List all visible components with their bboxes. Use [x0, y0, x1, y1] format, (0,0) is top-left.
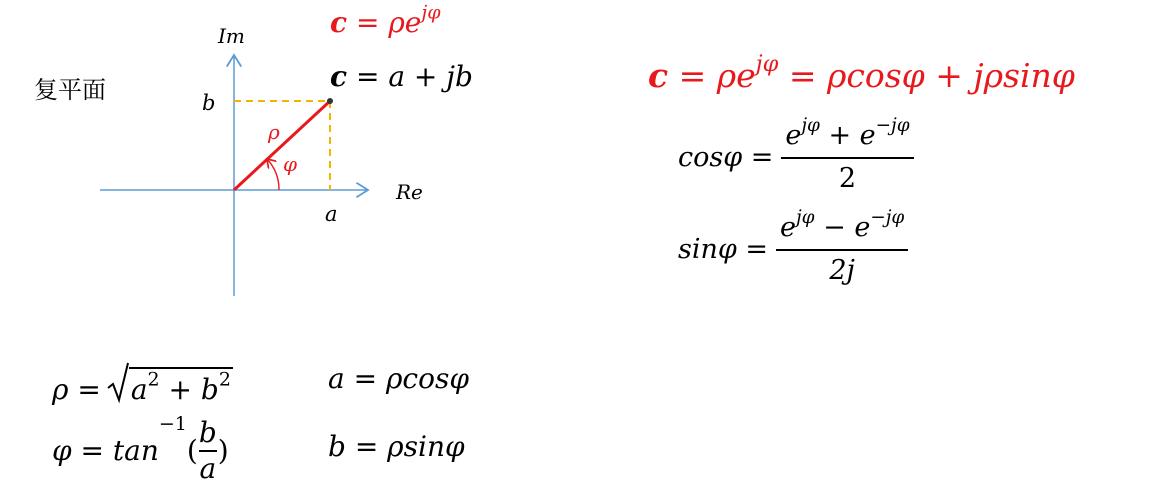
- b-axis-label: b: [202, 91, 216, 115]
- a-rho-cos-formula: a = ρcosφ: [328, 362, 469, 395]
- vector-rho: [234, 101, 330, 190]
- sqrt-symbol: [107, 362, 129, 404]
- real-axis-label: Re: [396, 180, 423, 204]
- imaginary-axis-label: Im: [218, 24, 245, 48]
- euler-mid1: = ρe: [678, 56, 756, 95]
- phi-close-paren: ): [217, 434, 229, 467]
- cos-fraction: [781, 114, 913, 194]
- cos-numerator: $e^{j\varphi} + e^{-j\varphi}$: [785, 114, 910, 151]
- complex-plane-label: 复平面: [34, 76, 106, 104]
- polar-form-lhs: c: [330, 6, 348, 39]
- angle-arc: [267, 159, 279, 190]
- sin-lhs: sinφ =: [678, 233, 768, 265]
- complex-plane-diagram: [0, 0, 520, 320]
- phi-numerator: b: [198, 416, 217, 449]
- rho-magnitude-formula: [52, 362, 233, 406]
- rectangular-form-lhs: c: [330, 60, 348, 93]
- phi-label: φ: [283, 152, 298, 176]
- rectangular-form-rhs: = a + jb: [355, 60, 473, 93]
- euler-exponent: jφ: [755, 50, 779, 77]
- phi-fraction: [199, 416, 217, 485]
- a-axis-label: a: [325, 202, 338, 226]
- sin-fraction: [776, 206, 908, 286]
- euler-lhs: c: [648, 56, 669, 95]
- rho-label: ρ: [268, 120, 280, 144]
- sqrt-radicand: $a^2 + b^2$: [130, 368, 231, 406]
- sin-numerator: $e^{j\varphi} - e^{-j\varphi}$: [780, 206, 905, 243]
- phi-denominator: a: [199, 452, 217, 485]
- sin-denominator: 2j: [829, 255, 855, 286]
- rho-lhs: ρ =: [52, 373, 101, 406]
- phi-open-paren: (: [186, 434, 198, 467]
- phi-angle-formula: φ = tan −1 ( $\frac{b}{a}$ ): [52, 413, 229, 485]
- cos-formula: [678, 114, 914, 194]
- sin-formula: [678, 206, 908, 286]
- rectangular-form-formula: [330, 60, 473, 93]
- b-rho-sin-formula: b = ρsinφ: [328, 430, 465, 463]
- euler-mid2: = ρcosφ + jρsinφ: [788, 56, 1075, 95]
- cos-lhs: cosφ =: [678, 141, 774, 173]
- cos-denominator: 2: [838, 163, 857, 194]
- euler-formula: [648, 50, 1075, 95]
- polar-form-exponent: jφ: [421, 1, 441, 24]
- vector-tip-dot: [327, 98, 333, 104]
- polar-form-formula: [330, 1, 441, 39]
- polar-form-rhs: = ρe: [355, 6, 422, 39]
- phi-lhs: φ = tan: [52, 434, 159, 467]
